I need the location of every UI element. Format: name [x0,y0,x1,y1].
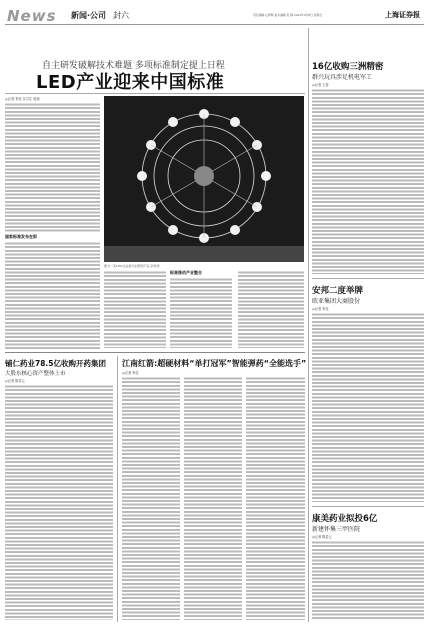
bottom-body-col1 [122,376,180,620]
right2-body [312,312,424,502]
right3-body [312,540,424,620]
leftbottom-byline: ◎记者 陈若云 [5,379,25,383]
lead-title: LED产业迎来中国标准 [36,72,225,93]
brand-logo: News [7,7,57,25]
led-wheel-graphic [104,96,304,262]
right1-byline: ◎记者 王春 [312,83,329,87]
right1-title: 16亿收购三洲精密 [312,62,384,72]
bottom-title: 江南红箭:超硬材料“单打冠军”智能弹药“全能选手” [122,359,307,368]
right3-title: 康美药业拟投6亿 [312,514,378,524]
lead-photo-caption: 图为一家LED企业展示的照明产品 资料图 [104,264,160,268]
bottom-section-rule [5,352,305,353]
paper-name: 上海证券报 [385,11,420,19]
right1-subtitle: 群兴玩具涉足机电军工 [312,74,373,81]
bottom-body-col3 [246,376,305,620]
lead-body-col3 [170,277,232,348]
bottom-col-divider [117,356,118,622]
right1-body [312,88,424,274]
leftbottom-subtitle: 大股东核心资产整体上市 [5,371,66,377]
right3-byline: ◎记者 陈若云 [312,535,332,539]
lead-photo [104,96,304,262]
right-column-divider [308,28,309,622]
bottom-byline: ◎记者 李佳 [122,371,139,375]
lead-title-rule [5,93,305,94]
masthead-meta: 责任编辑:汪修晖 美术编辑:吴 静 2012年4月8日 星期日 [253,13,323,17]
lead-body-col1b [5,241,100,349]
leftbottom-title: 铺仁药业78.5亿收购开药集团 [5,359,107,368]
leftbottom-body [5,384,113,620]
section-name: 新闻·公司 [71,11,107,20]
right2-subtitle: 欧亚集团大商股份 [312,298,361,305]
lead-subhead-1: 国家标准发布在即 [5,234,37,239]
lead-kicker: 自主研发破解技术难题 多项标准制定提上日程 [42,61,225,71]
lead-body-col1 [5,102,100,232]
right2-title: 安邦二度举牌 [312,286,364,296]
masthead-rule [5,24,424,25]
page-number: 封六 [113,11,129,20]
right2-byline: ◎记者 李佳 [312,307,329,311]
lead-body-col2 [104,270,166,348]
lead-byline: ◎记者 李佳 实习生 郭迪 [5,97,40,101]
lead-subhead-2: 标准推动产业整合 [170,270,202,275]
bottom-body-col2 [184,376,242,620]
right3-subtitle: 新建怀集三甲医院 [312,526,361,533]
lead-body-col4 [238,270,304,348]
right2-rule [312,278,424,279]
right3-rule [312,506,424,507]
